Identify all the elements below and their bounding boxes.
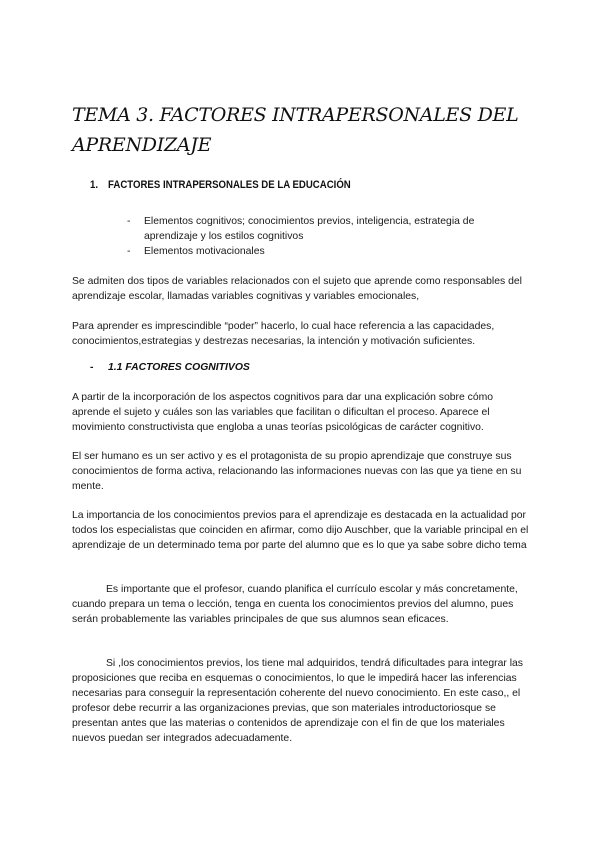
title-line-2: APRENDIZAJE — [72, 134, 212, 156]
paragraph-human-active: El ser humano es un ser activo y es el protagonista de su propio aprendizaje que construye sus conocimientos de forma activa, relacionando las informaciones nuevas con las que ya tiene en su mente. — [72, 451, 522, 493]
section-number: 1. — [90, 179, 99, 191]
subsection-dash: - — [90, 362, 94, 373]
paragraph-poder: Para aprender es imprescindible “poder” hacerlo, lo cual hace referencia a las capacidades, conocimientos,estrategias y destrezas necesarias, la intención y motivación suficientes. — [72, 321, 495, 348]
title-line-1: TEMA 3. FACTORES INTRAPERSONALES DEL — [72, 104, 519, 126]
document-title — [72, 100, 542, 160]
subsection-heading-text: 1.1 FACTORES COGNITIVOS — [108, 362, 250, 373]
subsection-heading — [90, 362, 250, 373]
section-heading — [90, 179, 351, 191]
paragraph-prior-knowledge: La importancia de los conocimientos previos para el aprendizaje es destacada en la actualidad por todos los especialistas que coinciden en afirmar, como dijo Auschber, que la variable principal en el aprendizaje de un determinado tema por parte del alumno que es lo que ya sabe sobre dicho tema — [72, 510, 529, 552]
paragraph-variables: Se admiten dos tipos de variables relacionados con el sujeto que aprende como responsables del aprendizaje escolar, llamadas variables cognitivas y variables emocionales, — [72, 276, 522, 303]
paragraph-cognitive: A partir de la incorporación de los aspectos cognitivos para dar una explicación sobre cómo aprende el sujeto y cuáles son las variables que facilitan o dificultan el proceso. Aparece el movimiento constructivista que engloba a unas teorías psicológicas de carácter cognitivo. — [72, 392, 494, 434]
section-heading-text: FACTORES INTRAPERSONALES DE LA EDUCACIÓN — [108, 179, 351, 191]
paragraph-teacher: Es importante que el profesor, cuando planifica el currículo escolar y más concretamente, cuando prepara un tema o lección, tenga en cuenta los conocimientos previos del alumno, pues serán probablemente las variables principales de que sus alumnos sean eficaces. — [72, 584, 518, 626]
list-item: - Elementos cognitivos; conocimientos previos, inteligencia, estrategia de aprendizaje y los estilos cognitivos — [127, 214, 527, 244]
bullet-list — [127, 214, 527, 259]
paragraph-misconceptions: Si ,los conocimientos previos, los tiene mal adquiridos, tendrá dificultades para integrar las proposiciones que reciba en esquemas o conocimientos, lo que le impedirá hacer las inferencias necesarias para conseguir la representación coherente del nuevo conocimiento. En este caso,, el profesor debe recurrir a las organizaciones previas, que son materiales introductoriosque se presentan antes que las materias o contenidos de aprendizaje con el fin de que los materiales nuevos puedan ser integrados adecuadamente. — [72, 658, 523, 745]
list-item: - Elementos motivacionales — [127, 244, 527, 259]
